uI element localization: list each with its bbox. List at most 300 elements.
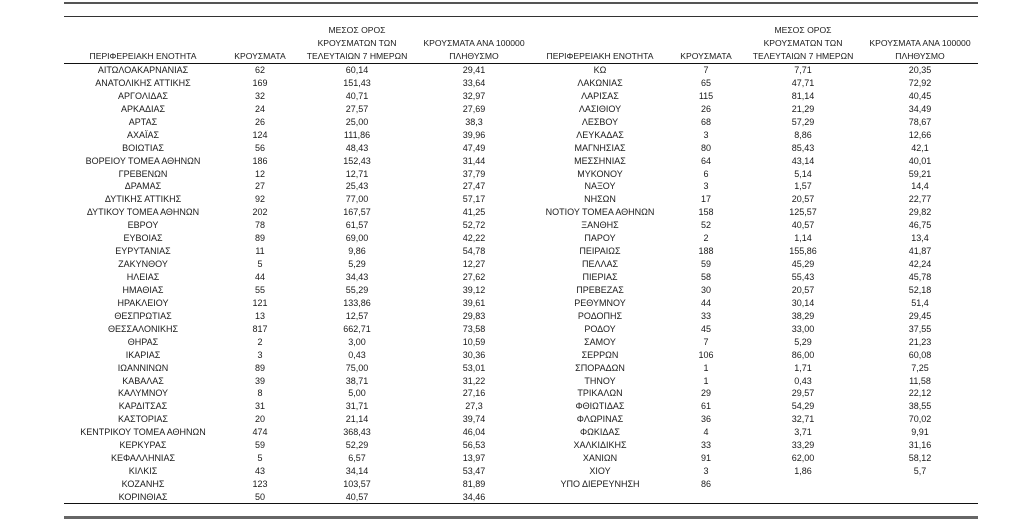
cell-unit: ΛΕΣΒΟΥ [581,116,619,127]
cell-per100k: 13,4 [911,233,929,244]
cell-avg7: 5,00 [348,388,366,399]
cell-per100k [862,478,978,491]
cell-unit: ΠΕΙΡΑΙΩΣ [579,246,621,257]
cell-unit: ΧΙΟΥ [589,466,611,477]
cell-unit: ΠΡΕΒΕΖΑΣ [576,284,624,295]
cell-per100k: 46,75 [908,220,932,231]
cell-unit: ΕΒΡΟΥ [127,220,159,231]
cell-cases: 115 [698,90,714,101]
cell-per100k: 54,78 [462,246,486,257]
cell-cases: 61 [700,401,711,412]
cell-unit: ΗΡΑΚΛΕΙΟΥ [117,297,169,308]
cell-unit: ΠΕΛΛΑΣ [581,259,619,270]
cell-per100k: 41,25 [462,207,486,218]
cell-cases: 89 [254,233,265,244]
cell-unit: ΑΧΑΪΑΣ [126,129,160,140]
table-row [64,77,532,90]
cell-per100k: 29,83 [462,310,486,321]
cell-avg7: 5,14 [794,168,812,179]
cell-per100k: 39,74 [462,414,486,425]
cell-unit: ΤΡΙΚΑΛΩΝ [577,388,623,399]
cell-per100k: 22,77 [908,194,932,205]
table-row [532,310,978,323]
cell-per100k: 60,08 [908,349,932,360]
table-row [64,349,532,362]
table-row [64,426,532,439]
bottom-rule [64,516,978,519]
cell-cases: 7 [703,336,709,347]
cell-per100k: 42,22 [462,233,486,244]
table-body [532,64,978,491]
cell-unit: ΚΟΖΑΝΗΣ [121,479,165,489]
table-row [64,90,532,103]
cell-avg7: 662,71 [343,323,371,334]
table-row [532,103,978,116]
cell-per100k: 57,17 [462,194,486,205]
cell-avg7: 20,57 [791,194,815,205]
cell-cases: 44 [700,297,711,308]
cell-unit: ΒΟΙΩΤΙΑΣ [122,142,164,153]
table-row [64,323,532,336]
cell-per100k: 29,82 [908,207,932,218]
cell-cases: 39 [254,375,265,386]
cell-cases: 20 [254,414,265,425]
cell-unit: ΚΑΣΤΟΡΙΑΣ [118,414,168,425]
table-row [64,258,532,271]
cell-per100k: 31,22 [462,375,486,386]
table-row [64,362,532,375]
cell-per100k: 9,91 [911,427,929,438]
cell-cases: 202 [252,207,268,218]
table-row [532,90,978,103]
cell-unit: ΚΕΝΤΡΙΚΟΥ ΤΟΜΕΑ ΑΘΗΝΩΝ [80,427,206,438]
cell-avg7: 0,43 [348,349,366,360]
cell-cases: 68 [700,116,711,127]
table-row [64,103,532,116]
header-avg7: ΜΕΣΟΣ ΟΡΟΣ ΚΡΟΥΣΜΑΤΩΝ ΤΩΝ ΤΕΛΕΥΤΑΙΩΝ 7 ΗΜΕΡΩΝ [306,25,408,61]
cell-per100k: 58,12 [908,453,932,464]
cell-unit: ΡΟΔΟΥ [584,323,616,334]
cell-unit: ΚΩ [593,65,607,75]
cell-per100k: 53,47 [462,466,486,477]
cell-avg7: 8,86 [794,129,812,140]
cell-cases: 2 [257,336,263,347]
cell-avg7: 6,57 [348,453,366,464]
cell-unit: ΔΥΤΙΚΟΥ ΤΟΜΕΑ ΑΘΗΝΩΝ [86,207,200,218]
cell-cases: 33 [700,310,711,321]
cases-table-left [64,24,532,504]
table-row [64,452,532,465]
cell-unit: ΣΑΜΟΥ [584,336,616,347]
cell-avg7: 21,29 [791,103,815,114]
cell-cases: 50 [254,491,265,502]
cell-per100k: 21,23 [908,336,932,347]
cell-unit: ΤΗΝΟΥ [584,375,616,386]
cell-per100k: 32,97 [462,90,486,101]
cell-unit: ΜΥΚΟΝΟΥ [577,168,623,179]
cell-cases: 86 [700,479,711,489]
cell-unit: ΗΛΕΙΑΣ [126,272,160,282]
cell-cases: 13 [254,310,265,321]
cell-cases: 31 [254,401,265,412]
cell-avg7: 81,14 [791,90,815,101]
cell-unit: ΗΜΑΘΙΑΣ [122,284,164,295]
cell-cases: 78 [254,220,265,231]
cell-cases: 80 [700,142,711,153]
cell-cases: 4 [703,427,709,438]
cell-unit: ΡΕΘΥΜΝΟΥ [574,297,626,308]
table-row [64,297,532,310]
table-row [532,155,978,168]
table-row [532,284,978,297]
cell-cases: 44 [254,272,265,282]
cell-per100k: 39,12 [462,284,486,295]
cell-per100k: 13,97 [462,453,486,464]
cell-unit: ΚΑΡΔΙΤΣΑΣ [118,401,168,412]
cell-unit: ΧΑΝΙΩΝ [582,453,618,464]
cell-avg7: 368,43 [343,427,371,438]
cell-cases: 65 [700,77,711,88]
cell-unit: ΖΑΚΥΝΘΟΥ [118,259,168,270]
header-per100k: ΚΡΟΥΣΜΑΤΑ ΑΝΑ 100000 ΠΛΗΘΥΣΜΟ [869,38,971,61]
cell-avg7: 30,14 [791,297,815,308]
cell-avg7: 33,00 [791,323,815,334]
cell-avg7: 52,29 [345,440,369,451]
cell-unit: ΑΙΤΩΛΟΑΚΑΡΝΑΝΙΑΣ [97,65,189,75]
cell-avg7: 85,43 [791,142,815,153]
cell-avg7: 34,14 [345,466,369,477]
cell-per100k: 46,04 [462,427,486,438]
cell-cases: 89 [254,362,265,373]
cell-avg7: 25,43 [345,181,369,192]
cell-unit: ΠΑΡΟΥ [584,233,616,244]
cell-per100k: 41,87 [908,246,932,257]
cell-cases: 1 [703,362,709,373]
cell-unit: ΥΠΟ ΔΙΕΡΕΥΝΗΣΗ [560,479,640,489]
cell-per100k: 10,59 [462,336,486,347]
table-row [532,387,978,400]
cell-per100k: 20,35 [908,65,932,75]
cell-per100k: 31,16 [908,440,932,451]
cell-avg7: 25,00 [345,116,369,127]
cell-avg7: 133,86 [343,297,371,308]
cell-avg7: 3,71 [794,427,812,438]
cell-cases: 3 [257,349,263,360]
header-per100k: ΚΡΟΥΣΜΑΤΑ ΑΝΑ 100000 ΠΛΗΘΥΣΜΟ [423,38,525,61]
cell-cases: 5 [257,259,263,270]
table-row [64,465,532,478]
cell-avg7: 7,71 [794,65,812,75]
cell-unit: ΘΗΡΑΣ [127,336,159,347]
cell-per100k: 52,72 [462,220,486,231]
cell-unit: ΑΡΓΟΛΙΔΑΣ [118,90,168,101]
cell-avg7: 167,57 [343,207,371,218]
cell-avg7: 103,57 [343,479,371,489]
table-row [532,129,978,142]
cell-unit: ΚΕΡΚΥΡΑΣ [119,440,167,451]
cell-avg7: 69,00 [345,233,369,244]
table-body [64,64,532,504]
cell-unit: ΙΚΑΡΙΑΣ [125,349,161,360]
cell-cases: 59 [254,440,265,451]
table-header [532,24,978,64]
table-row [532,297,978,310]
cell-avg7: 27,57 [345,103,369,114]
table-row [532,142,978,155]
cell-avg7: 1,71 [794,362,812,373]
table-row [532,336,978,349]
cell-cases: 158 [698,207,714,218]
header-cases: ΚΡΟΥΣΜΑΤΑ [234,51,286,61]
cell-unit: ΚΕΦΑΛΛΗΝΙΑΣ [110,453,176,464]
cell-unit: ΑΡΚΑΔΙΑΣ [120,103,166,114]
table-row [532,375,978,388]
table-row [64,400,532,413]
cell-avg7: 32,71 [791,414,815,425]
cell-cases: 3 [703,466,709,477]
cell-cases: 91 [700,453,711,464]
table-row [532,400,978,413]
table-row [64,439,532,452]
cell-avg7 [744,478,862,491]
cell-cases: 8 [257,388,263,399]
cell-unit: ΝΗΣΩΝ [584,194,616,205]
cell-per100k: 27,16 [462,388,486,399]
header-cases: ΚΡΟΥΣΜΑΤΑ [680,51,732,61]
cell-unit: ΛΑΚΩΝΙΑΣ [577,77,623,88]
header-unit: ΠΕΡΙΦΕΡΕΙΑΚΗ ΕΝΟΤΗΤΑ [546,51,654,61]
table-row [532,77,978,90]
cell-unit: ΑΝΑΤΟΛΙΚΗΣ ΑΤΤΙΚΗΣ [95,77,191,88]
cell-avg7: 1,86 [794,466,812,477]
table-row [64,142,532,155]
cell-avg7: 43,14 [791,155,815,166]
table-header [64,24,532,64]
table-row [532,232,978,245]
cell-per100k: 29,41 [462,65,486,75]
cell-per100k: 39,61 [462,297,486,308]
table-row [64,336,532,349]
table-row [64,129,532,142]
cell-per100k: 40,45 [908,90,932,101]
header-unit: ΠΕΡΙΦΕΡΕΙΑΚΗ ΕΝΟΤΗΤΑ [89,51,197,61]
table-row [532,219,978,232]
table-row [64,116,532,129]
table-row [532,168,978,181]
cell-cases: 106 [698,349,714,360]
cell-avg7: 9,86 [348,246,366,257]
cell-cases: 55 [254,284,265,295]
cell-cases: 43 [254,466,265,477]
cell-unit: ΔΡΑΜΑΣ [124,181,162,192]
cell-cases: 92 [254,194,265,205]
cell-avg7: 3,00 [348,336,366,347]
cell-cases: 30 [700,284,711,295]
cell-avg7: 38,29 [791,310,815,321]
cell-per100k: 14,4 [911,181,929,192]
cell-avg7: 55,43 [791,272,815,282]
cell-avg7: 47,71 [791,77,815,88]
cell-per100k: 37,79 [462,168,486,179]
cell-cases: 59 [700,259,711,270]
cell-avg7: 155,86 [789,246,817,257]
cell-cases: 26 [254,116,265,127]
cell-per100k: 72,92 [908,77,932,88]
cell-cases: 64 [700,155,711,166]
cell-unit: ΒΟΡΕΙΟΥ ΤΟΜΕΑ ΑΘΗΝΩΝ [85,155,201,166]
cell-cases: 6 [703,168,709,179]
header-avg7: ΜΕΣΟΣ ΟΡΟΣ ΚΡΟΥΣΜΑΤΩΝ ΤΩΝ ΤΕΛΕΥΤΑΙΩΝ 7 ΗΜΕΡΩΝ [752,25,854,61]
cell-cases: 33 [700,440,711,451]
cell-avg7: 151,43 [343,77,371,88]
table-row [64,387,532,400]
cell-avg7: 55,29 [345,284,369,295]
cell-cases: 5 [257,453,263,464]
cell-per100k: 38,55 [908,401,932,412]
cell-unit: ΧΑΛΚΙΔΙΚΗΣ [573,440,627,451]
cell-per100k: 45,78 [908,272,932,282]
table-row [64,310,532,323]
cell-cases: 474 [252,427,268,438]
cell-avg7: 21,14 [345,414,369,425]
cell-avg7: 38,71 [345,375,369,386]
cell-per100k: 51,4 [911,297,929,308]
cell-per100k: 27,3 [465,401,483,412]
cell-cases: 3 [703,181,709,192]
cell-cases: 45 [700,323,711,334]
cell-per100k: 29,45 [908,310,932,321]
cell-per100k: 12,27 [462,259,486,270]
cell-cases: 7 [703,65,709,75]
cell-avg7: 57,29 [791,116,815,127]
cell-per100k: 59,21 [908,168,932,179]
table-row [532,413,978,426]
cell-per100k: 70,02 [908,414,932,425]
cell-unit: ΣΕΡΡΩΝ [581,349,619,360]
cell-avg7: 48,43 [345,142,369,153]
cell-unit: ΦΛΩΡΙΝΑΣ [576,414,624,425]
cell-avg7: 111,86 [343,129,371,140]
cell-cases: 52 [700,220,711,231]
table-row [532,271,978,284]
cell-unit: ΔΥΤΙΚΗΣ ΑΤΤΙΚΗΣ [104,194,182,205]
cell-avg7: 40,71 [345,90,369,101]
cell-per100k: 40,01 [908,155,932,166]
cell-cases: 29 [700,388,711,399]
cell-per100k: 78,67 [908,116,932,127]
table-row [64,180,532,193]
cell-unit: ΓΡΕΒΕΝΩΝ [118,168,168,179]
cell-cases: 121 [252,297,268,308]
cell-per100k: 34,49 [908,103,932,114]
cell-per100k: 27,47 [462,181,486,192]
table-row [64,206,532,219]
cell-unit: ΞΑΝΘΗΣ [581,220,619,231]
cell-avg7: 29,57 [791,388,815,399]
cell-unit: ΚΟΡΙΝΘΙΑΣ [118,491,168,502]
cell-per100k: 38,3 [465,116,483,127]
cell-unit: ΠΙΕΡΙΑΣ [582,272,618,282]
cell-per100k: 30,36 [462,349,486,360]
cell-avg7: 40,57 [791,220,815,231]
cell-unit: ΙΩΑΝΝΙΝΩΝ [117,362,169,373]
table-row [532,245,978,258]
cell-avg7: 31,71 [345,401,369,412]
cell-cases: 817 [252,323,268,334]
cell-avg7: 40,57 [345,491,369,502]
cell-avg7: 152,43 [343,155,371,166]
cell-avg7: 77,00 [345,194,369,205]
cell-per100k: 81,89 [462,479,486,489]
table-row [532,64,978,77]
table-row [64,271,532,284]
table-row [532,362,978,375]
cell-avg7: 45,29 [791,259,815,270]
cell-per100k: 22,12 [908,388,932,399]
cell-unit: ΡΟΔΟΠΗΣ [577,310,623,321]
cell-cases: 32 [254,90,265,101]
cell-avg7: 20,57 [791,284,815,295]
table-row [532,452,978,465]
cell-per100k: 27,62 [462,272,486,282]
cell-unit: ΚΑΒΑΛΑΣ [122,375,164,386]
cell-avg7: 12,71 [345,168,369,179]
cell-cases: 27 [254,181,265,192]
cell-cases: 24 [254,103,265,114]
cell-avg7: 5,29 [348,259,366,270]
table-row [532,116,978,129]
table-row [64,284,532,297]
table-row [532,193,978,206]
table-row [64,491,532,504]
header-rule [64,16,978,17]
cell-cases: 11 [255,246,265,257]
top-rule [64,2,978,4]
cell-per100k: 7,25 [911,362,929,373]
cell-cases: 17 [700,194,711,205]
cell-avg7: 1,57 [794,181,812,192]
table-row [532,465,978,478]
cell-per100k: 53,01 [462,362,486,373]
cell-unit: ΚΙΛΚΙΣ [128,466,158,477]
cell-unit: ΛΑΡΙΣΑΣ [581,90,619,101]
cell-cases: 188 [698,246,714,257]
cell-unit: ΦΩΚΙΔΑΣ [580,427,620,438]
cell-cases: 1 [703,375,709,386]
cell-per100k: 12,66 [908,129,932,140]
table-row [64,64,532,77]
cell-cases: 123 [252,479,268,489]
table-row [532,426,978,439]
cell-avg7: 12,57 [345,310,369,321]
cell-cases: 62 [254,65,265,75]
cell-unit: ΑΡΤΑΣ [128,116,158,127]
cell-avg7: 62,00 [791,453,815,464]
cell-avg7: 61,57 [345,220,369,231]
cell-per100k: 42,24 [908,259,932,270]
table-row [64,155,532,168]
cell-unit: ΝΑΞΟΥ [584,181,616,192]
cell-avg7: 60,14 [345,65,369,75]
cell-per100k: 31,44 [462,155,486,166]
table-row [532,478,978,491]
cell-per100k: 73,58 [462,323,486,334]
cell-cases: 36 [700,414,711,425]
cell-avg7: 34,43 [345,272,369,282]
table-row [64,168,532,181]
cell-avg7: 125,57 [789,207,817,218]
cell-per100k: 27,69 [462,103,486,114]
